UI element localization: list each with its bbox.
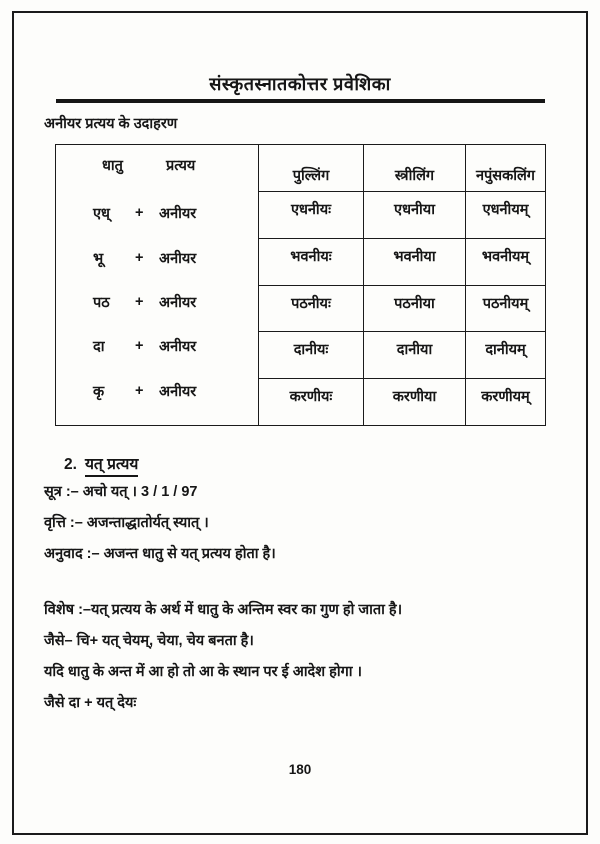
plus-sign: + [135, 338, 144, 355]
dhatu-word: दा [93, 339, 105, 356]
gender-header-neuter: नपुंसकलिंग [476, 168, 535, 184]
gender-header-row [259, 145, 545, 191]
table-left-header [56, 155, 258, 191]
section-heading [64, 452, 138, 474]
dhatu-row [56, 369, 258, 413]
table-caption: अनीयर प्रत्यय के उदाहरण [44, 116, 178, 132]
section-number: 2. [64, 456, 77, 473]
section-title: यत् प्रत्यय [85, 456, 138, 477]
vritti-line: वृत्ति :– अजन्ताद्धातोर्यत् स्यात् । [44, 515, 209, 531]
dhatu-row [56, 235, 258, 279]
page-number: 180 [288, 762, 312, 777]
pratyaya-word: अनीयर [159, 250, 197, 267]
form-row [259, 331, 545, 378]
form-cell: एधनीयः [259, 192, 364, 238]
form-cell: भवनीयम् [481, 248, 530, 265]
page-title: संस्कृतस्नातकोत्तर प्रवेशिका [209, 74, 391, 94]
table-left-panel [56, 145, 259, 425]
dhatu-row [56, 191, 258, 235]
dhatu-word: पठ [93, 295, 110, 312]
sutra-line: सूत्र :– अचो यत् । 3 / 1 / 97 [44, 484, 198, 500]
pratyaya-word: अनीयर [159, 206, 197, 223]
example-line: जैसे दा + यत् देयः [44, 695, 137, 711]
form-row [259, 378, 545, 425]
pratyaya-word: अनीयर [159, 383, 197, 400]
gender-header-feminine: स्त्रीलिंग [364, 145, 466, 191]
gender-header-masculine: पुल्लिंग [259, 145, 364, 191]
plus-sign: + [135, 382, 144, 399]
dhatu-row [56, 324, 258, 368]
dhatu-word: एध् [93, 206, 110, 223]
plus-sign: + [135, 249, 144, 266]
form-cell: पठनीया [364, 286, 466, 332]
sutra-block [44, 483, 570, 576]
form-cell: पठनीयम् [482, 295, 529, 312]
dhatu-word: भू [93, 250, 104, 267]
notes-block [44, 601, 570, 725]
form-cell: करणीयम् [481, 389, 530, 406]
example-line: जैसे– चि+ यत् चेयम्, चेया, चेय बनता है। [44, 633, 254, 649]
form-row [259, 285, 545, 332]
header-dhatu: धातु [102, 158, 123, 174]
dhatu-row [56, 280, 258, 324]
form-cell: दानीयः [259, 332, 364, 378]
title-rule [56, 99, 545, 103]
form-cell: भवनीयः [259, 239, 364, 285]
form-cell: दानीयम् [485, 342, 526, 359]
vishesh-line: विशेष :–यत् प्रत्यय के अर्थ में धातु के अन्तिम स्वर का गुण हो जाता है। [44, 602, 403, 618]
rule-line: यदि धातु के अन्त में आ हो तो आ के स्थान पर ई आदेश होगा । [44, 664, 363, 680]
plus-sign: + [135, 205, 144, 222]
form-cell: करणीयः [259, 379, 364, 425]
form-row [259, 238, 545, 285]
form-cell: करणीया [364, 379, 466, 425]
form-row [259, 191, 545, 238]
form-cell: पठनीयः [259, 286, 364, 332]
table-right-panel [259, 145, 545, 425]
dhatu-word: कृ [93, 383, 105, 400]
declension-table [55, 144, 546, 426]
pratyaya-word: अनीयर [159, 339, 197, 356]
form-cell: एधनीयम् [482, 202, 529, 218]
form-cell: भवनीया [364, 239, 466, 285]
plus-sign: + [135, 294, 144, 311]
form-cell: दानीया [364, 332, 466, 378]
pratyaya-word: अनीयर [159, 295, 197, 312]
anuvad-line: अनुवाद :– अजन्त धातु से यत् प्रत्यय होता है। [44, 546, 276, 562]
form-cell: एधनीया [364, 192, 466, 238]
header-pratyaya: प्रत्यय [166, 158, 196, 174]
